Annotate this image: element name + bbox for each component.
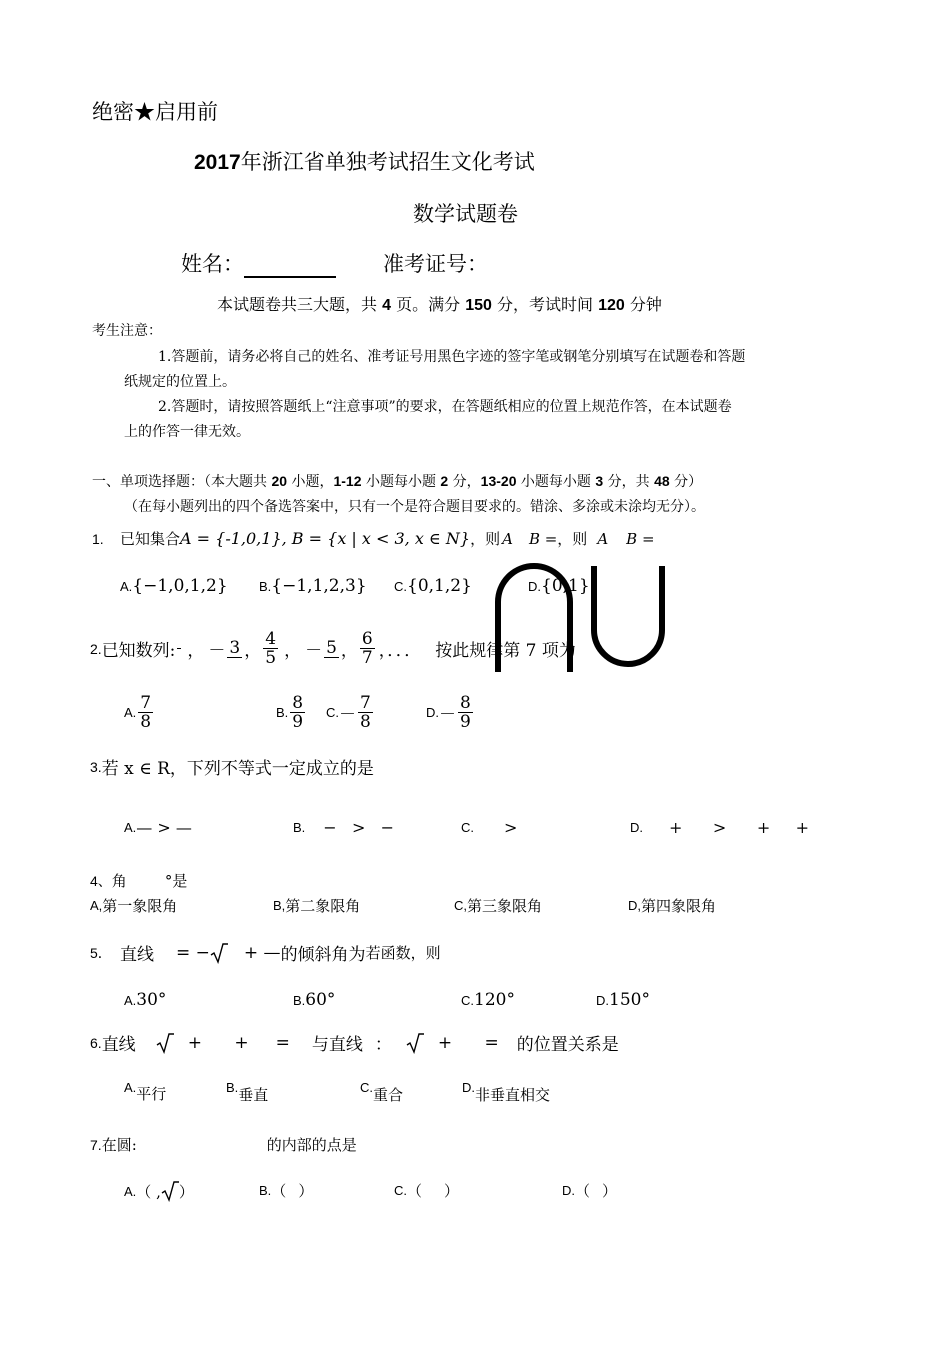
section-count: 20 bbox=[271, 473, 288, 489]
q7-option-d[interactable] bbox=[562, 1180, 617, 1201]
q2-option-b[interactable] bbox=[276, 694, 307, 731]
option-value: 60° bbox=[305, 990, 336, 1010]
section-note: （在每小题列出的四个备选答案中，只有一个是符合题目要求的。错涂、多涂或未涂均无分）。 bbox=[124, 499, 705, 515]
set-symbol: A bbox=[502, 529, 513, 548]
section-heading-text: 分， bbox=[448, 474, 481, 490]
name-blank bbox=[244, 256, 336, 278]
option-fraction bbox=[458, 694, 473, 731]
exam-info bbox=[217, 292, 662, 315]
notice-title: 考生注意： bbox=[92, 323, 162, 339]
q6-option-d[interactable] bbox=[462, 1080, 550, 1105]
q5-option-c[interactable] bbox=[461, 990, 515, 1010]
option-value: ） bbox=[298, 1182, 314, 1200]
q4-option-a[interactable] bbox=[90, 895, 177, 916]
option-label: D. bbox=[426, 705, 439, 720]
question-3 bbox=[90, 754, 374, 779]
option-label: C. bbox=[326, 705, 339, 720]
q3-option-a[interactable] bbox=[124, 818, 192, 837]
question-text: 角 bbox=[111, 872, 127, 890]
option-value: （ , bbox=[136, 1182, 161, 1201]
option-label: C. bbox=[461, 992, 474, 1008]
q4-option-d[interactable] bbox=[628, 895, 716, 916]
question-text: °是 bbox=[164, 872, 188, 890]
section-heading bbox=[92, 471, 702, 491]
question-text: 的位置关系是 bbox=[516, 1035, 619, 1055]
q5-option-d[interactable] bbox=[596, 990, 650, 1010]
sequence-term bbox=[324, 639, 339, 658]
union-symbol bbox=[588, 566, 668, 673]
option-label: A. bbox=[120, 578, 133, 594]
option-value: 平行 bbox=[136, 1085, 167, 1103]
option-value: 重合 bbox=[373, 1086, 404, 1104]
option-label: A. bbox=[124, 992, 137, 1008]
exam-info-text: 本试题卷共三大题，共 bbox=[217, 295, 383, 314]
option-value: {−1,0,1,2} bbox=[132, 576, 228, 596]
fraction-denominator: 7 bbox=[361, 648, 373, 668]
question-text: 已知集合 bbox=[120, 530, 181, 548]
sqrt-icon bbox=[210, 942, 228, 964]
option-label: B. bbox=[259, 1183, 272, 1198]
option-value: 第三象限角 bbox=[467, 897, 543, 915]
option-value: 30° bbox=[136, 990, 167, 1010]
fraction-denominator: 8 bbox=[140, 712, 152, 732]
q5-option-b[interactable] bbox=[293, 990, 335, 1010]
option-label: D. bbox=[462, 1080, 475, 1095]
q3-option-b[interactable] bbox=[293, 818, 394, 837]
option-value: ） bbox=[444, 1182, 460, 1200]
set-symbol: A bbox=[597, 529, 609, 548]
question-number: 4、 bbox=[90, 872, 112, 889]
fraction-denominator: 8 bbox=[360, 712, 371, 732]
section-heading-text: 一、单项选择题：（本大题共 bbox=[92, 474, 272, 490]
option-value: + > + + bbox=[669, 818, 810, 837]
question-7 bbox=[90, 1134, 357, 1155]
set-symbol: B = bbox=[626, 529, 655, 548]
option-label: A. bbox=[124, 705, 137, 720]
exam-info-score: 150 bbox=[465, 297, 492, 314]
option-value: 非垂直相交 bbox=[475, 1086, 551, 1104]
question-6 bbox=[90, 1030, 619, 1055]
option-value: 垂直 bbox=[238, 1086, 269, 1104]
sequence-term bbox=[227, 639, 242, 658]
fraction-numerator: 7 bbox=[140, 693, 152, 713]
fraction-numerator: 8 bbox=[460, 693, 471, 713]
sqrt-icon bbox=[156, 1032, 174, 1054]
equation-part: = − bbox=[176, 942, 210, 963]
option-label: D. bbox=[596, 992, 609, 1008]
option-label: C. bbox=[394, 1183, 407, 1198]
sqrt-icon bbox=[406, 1032, 424, 1054]
confidential-mark: 绝密★启用前 bbox=[92, 100, 218, 124]
question-number: 7. bbox=[90, 1136, 102, 1153]
fraction-denominator: 9 bbox=[292, 712, 304, 732]
option-value: 120° bbox=[474, 990, 515, 1010]
sequence-term bbox=[360, 630, 375, 667]
sequence-term bbox=[263, 630, 278, 667]
option-label: C, bbox=[454, 898, 467, 913]
exam-info-text: 分钟 bbox=[624, 295, 662, 314]
option-value: ） bbox=[602, 1182, 618, 1200]
union-icon bbox=[588, 566, 668, 670]
exam-info-time: 120 bbox=[598, 297, 625, 314]
q5-option-a[interactable] bbox=[124, 990, 166, 1010]
question-text: 的倾斜角为 bbox=[280, 945, 366, 965]
notice-item-1-cont: 纸规定的位置上。 bbox=[124, 374, 236, 390]
question-text: ，则 bbox=[557, 530, 588, 548]
option-label: C. bbox=[394, 578, 407, 594]
fraction-numerator: 8 bbox=[292, 693, 304, 713]
notice-item-2: 2.答题时，请按照答题纸上“注意事项”的要求，在答题纸相应的位置上规范作答，在本试题卷 bbox=[158, 399, 732, 415]
question-number: 3. bbox=[90, 758, 102, 775]
fraction-numerator: 7 bbox=[360, 693, 371, 713]
option-value: 第一象限角 bbox=[102, 897, 178, 915]
title-text: 年浙江省单独考试招生文化考试 bbox=[240, 150, 535, 174]
option-value: {0,1} bbox=[541, 576, 590, 596]
equation-part: + = bbox=[437, 1032, 499, 1053]
question-text: ，则 bbox=[470, 530, 501, 548]
question-1 bbox=[92, 528, 655, 549]
notice-item-1: 1.答题前，请务必将自己的姓名、准考证号用黑色字迹的签字笔或钢笔分别填写在试题卷和答题 bbox=[158, 349, 746, 365]
set-definition: A = {-1,0,1}, B = {x | x < 3, x ∈ N} bbox=[180, 529, 471, 548]
fraction-numerator: 5 bbox=[326, 638, 337, 658]
q1-option-a[interactable] bbox=[120, 576, 228, 596]
option-value: − > − bbox=[323, 818, 395, 837]
option-label: A, bbox=[90, 898, 103, 913]
question-4 bbox=[90, 870, 187, 891]
option-label: B. bbox=[226, 1080, 239, 1095]
option-value: （ bbox=[271, 1182, 287, 1200]
exam-info-text: 页。满分 bbox=[391, 295, 466, 314]
question-number: 1. bbox=[92, 530, 104, 547]
sequence-term bbox=[177, 648, 181, 649]
exam-info-pages: 4 bbox=[382, 297, 391, 314]
fraction-denominator: 5 bbox=[265, 648, 277, 668]
section-range-2: 13-20 bbox=[480, 473, 517, 489]
question-5 bbox=[90, 940, 441, 965]
question-text: 在圆: bbox=[101, 1136, 137, 1154]
option-label: A. bbox=[124, 1080, 137, 1095]
equation-part: + — bbox=[243, 942, 281, 963]
option-fraction bbox=[290, 694, 305, 731]
section-points-2: 3 bbox=[595, 473, 604, 489]
option-value: 第四象限角 bbox=[641, 897, 717, 915]
fraction-numerator: 3 bbox=[229, 638, 241, 658]
option-label: B. bbox=[293, 992, 306, 1008]
option-label: A. bbox=[124, 1183, 137, 1199]
q6-option-a[interactable] bbox=[124, 1080, 166, 1104]
fraction-numerator: 4 bbox=[265, 629, 277, 649]
section-range-1: 1-12 bbox=[333, 473, 362, 489]
option-label: C. bbox=[461, 820, 474, 835]
question-text: 按此规律第 7 项为 bbox=[435, 641, 576, 661]
q7-option-a[interactable] bbox=[124, 1180, 194, 1202]
option-label: D. bbox=[562, 1183, 575, 1198]
q1-option-d[interactable] bbox=[528, 576, 590, 596]
question-text: 直线 bbox=[101, 1035, 136, 1055]
fraction-denominator: 9 bbox=[460, 712, 471, 732]
option-label: A. bbox=[124, 820, 137, 835]
option-label: C. bbox=[360, 1080, 373, 1095]
option-label: B, bbox=[273, 898, 286, 913]
option-sign: － bbox=[339, 705, 356, 725]
exam-info-text: 分，考试时间 bbox=[491, 295, 599, 314]
q2-option-d[interactable] bbox=[426, 694, 475, 731]
page-title bbox=[194, 146, 535, 176]
q1-option-c[interactable] bbox=[394, 576, 472, 596]
option-fraction bbox=[138, 694, 153, 731]
notice-item-2-cont: 上的作答一律无效。 bbox=[124, 424, 250, 440]
sqrt-icon bbox=[161, 1180, 179, 1202]
sequence-dots: ，．．． bbox=[378, 641, 422, 661]
q2-option-a[interactable] bbox=[124, 694, 155, 731]
q6-option-c[interactable] bbox=[360, 1080, 403, 1105]
section-heading-text: 小题每小题 bbox=[361, 474, 441, 490]
option-sign: － bbox=[439, 705, 456, 725]
title-year: 2017 bbox=[194, 151, 241, 174]
question-text: 若函数，则 bbox=[365, 944, 441, 962]
question-number: 6. bbox=[90, 1034, 102, 1051]
set-symbol: B = bbox=[528, 529, 558, 548]
option-value: （ bbox=[407, 1182, 423, 1200]
question-text: 若 x ∈ R，下列不等式一定成立的是 bbox=[101, 759, 374, 779]
q1-option-b[interactable] bbox=[259, 576, 367, 596]
question-number: 5． bbox=[90, 944, 112, 961]
q7-option-b[interactable] bbox=[259, 1180, 313, 1201]
name-label: 姓名： bbox=[181, 252, 244, 276]
question-text: 与直线 bbox=[311, 1035, 363, 1055]
option-value: 第二象限角 bbox=[285, 897, 361, 915]
question-text: 已知数列: bbox=[101, 641, 176, 661]
q2-option-c[interactable] bbox=[326, 694, 375, 731]
equation-part: + + = bbox=[187, 1032, 290, 1053]
option-value: > bbox=[504, 818, 518, 837]
name-field bbox=[181, 248, 336, 278]
term-sign: － bbox=[305, 641, 323, 661]
option-fraction bbox=[358, 694, 373, 731]
section-total: 48 bbox=[654, 473, 670, 489]
option-label: B. bbox=[293, 820, 306, 835]
section-heading-text: 小题每小题 bbox=[516, 474, 596, 490]
q3-option-d[interactable] bbox=[630, 818, 809, 837]
question-2: 2. 已知数列: ， － 3 ， $\frac{4}{5}$ ， － 5 ， $\frac{6}{7}$ ，．．． 按此规律第 7 项为 bbox=[90, 629, 576, 668]
equation-part: ： bbox=[374, 1035, 392, 1055]
option-value: 150° bbox=[609, 990, 650, 1010]
option-label: D. bbox=[528, 578, 541, 594]
option-value: （ bbox=[575, 1182, 591, 1200]
q6-option-b[interactable] bbox=[226, 1080, 268, 1105]
option-value: {−1,1,2,3} bbox=[271, 576, 367, 596]
id-label: 准考证号： bbox=[383, 252, 488, 276]
option-value: ） bbox=[178, 1182, 194, 1201]
term-sign: － bbox=[208, 641, 226, 661]
page-subtitle: 数学试题卷 bbox=[413, 202, 518, 226]
section-heading-text: 分） bbox=[669, 474, 703, 490]
option-label: B. bbox=[259, 578, 272, 594]
section-heading-text: 小题， bbox=[287, 474, 334, 490]
q4-option-b[interactable] bbox=[273, 895, 360, 916]
section-points-1: 2 bbox=[440, 473, 449, 489]
option-label: D, bbox=[628, 898, 641, 913]
q4-option-c[interactable] bbox=[454, 895, 542, 916]
option-label: D. bbox=[630, 820, 643, 835]
fraction-numerator bbox=[177, 648, 181, 649]
question-text: 的内部的点是 bbox=[266, 1136, 357, 1154]
question-number: 2. bbox=[90, 640, 102, 657]
section-heading-text: 分，共 bbox=[603, 474, 655, 490]
question-text: 直线 bbox=[120, 945, 154, 965]
q7-option-c[interactable] bbox=[394, 1180, 459, 1201]
option-label: B. bbox=[276, 705, 289, 720]
q3-option-c[interactable] bbox=[461, 818, 517, 837]
fraction-numerator: 6 bbox=[361, 629, 373, 649]
option-value: — > — bbox=[136, 818, 192, 837]
option-value: {0,1,2} bbox=[407, 576, 472, 596]
